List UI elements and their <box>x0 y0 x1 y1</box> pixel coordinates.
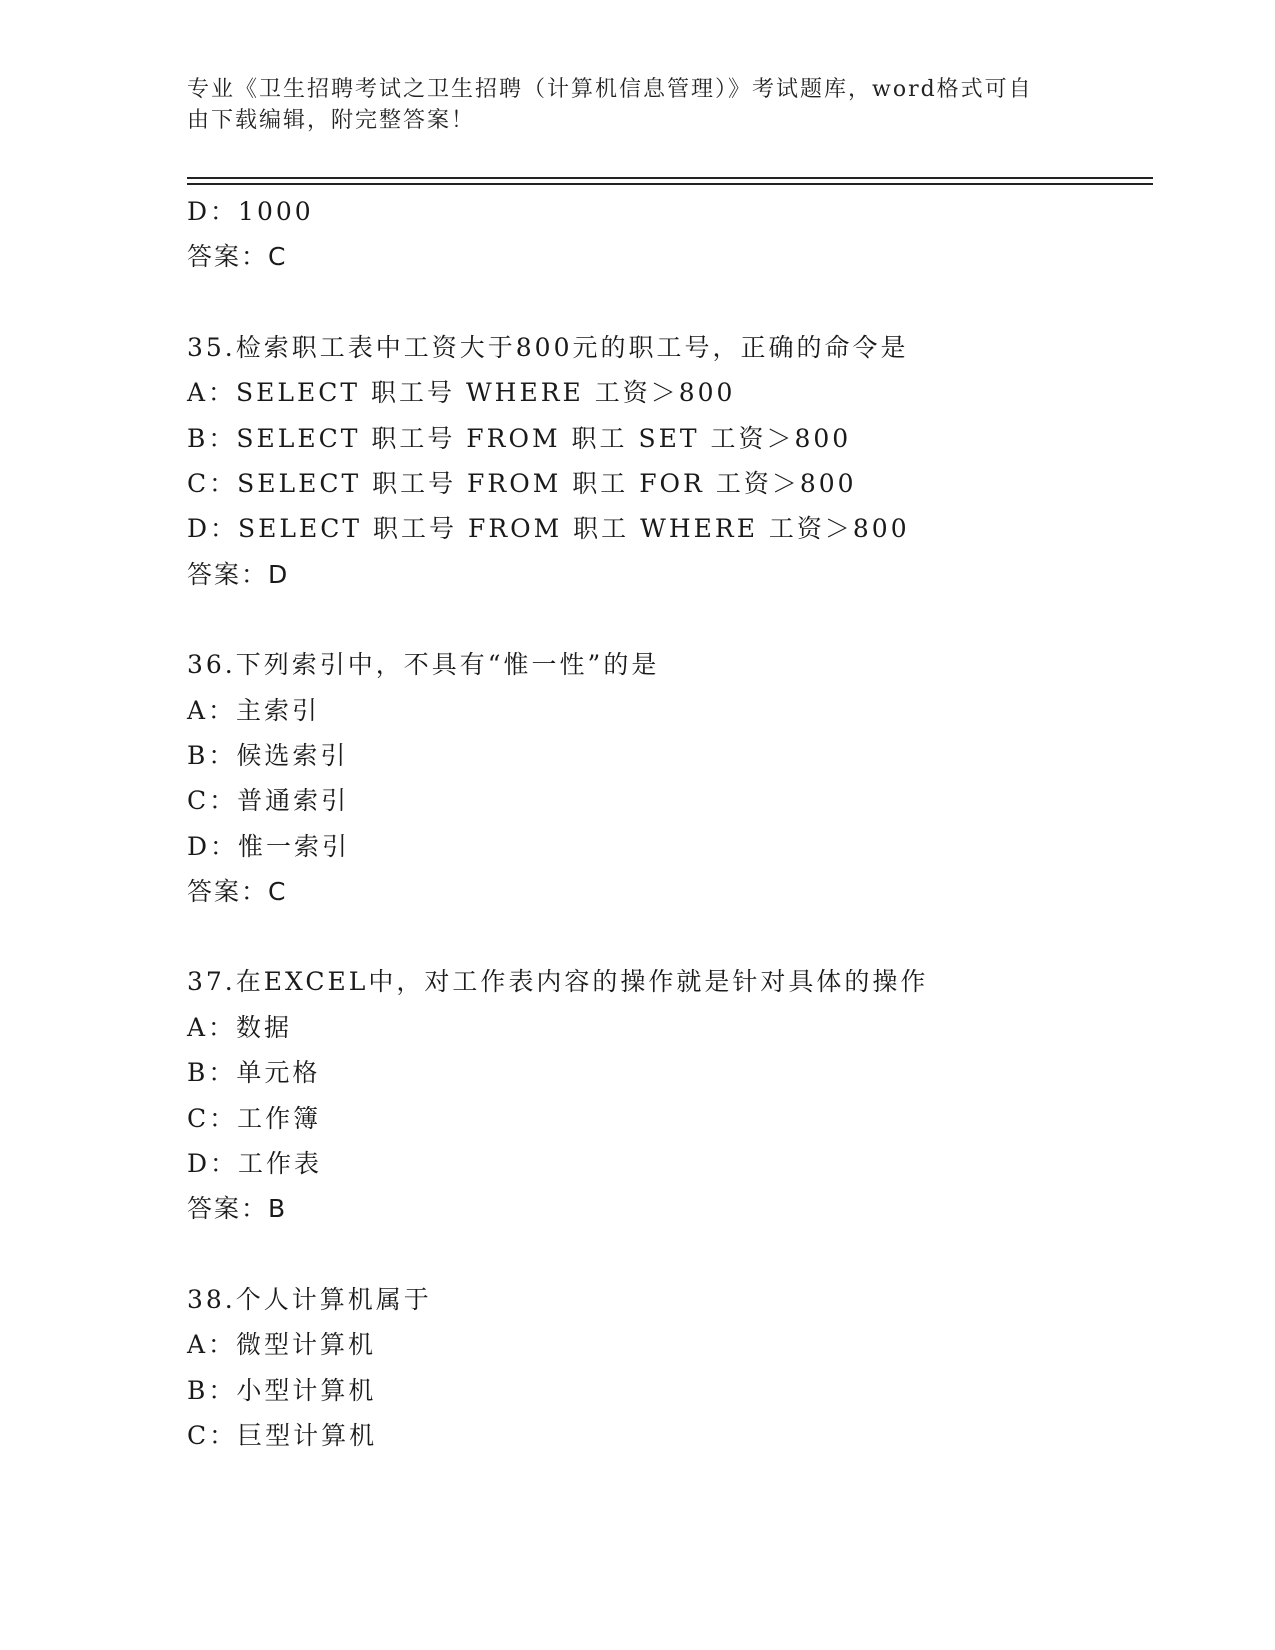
question-list <box>187 189 1147 1458</box>
question-block-34 <box>187 189 1147 280</box>
question-stem: 38.个人计算机属于 <box>187 1284 432 1314</box>
question-block-35 <box>187 325 1147 597</box>
answer-line: 答案：C <box>187 242 288 272</box>
option-a: A：微型计算机 <box>187 1330 377 1360</box>
question-block-36 <box>187 642 1147 914</box>
option-a: A：SELECT 职工号 WHERE 工资＞800 <box>187 378 736 408</box>
question-stem: 35.检索职工表中工资大于800元的职工号，正确的命令是 <box>187 332 909 362</box>
spacer <box>187 597 1147 642</box>
option-a: A：数据 <box>187 1012 293 1042</box>
option-c: C：SELECT 职工号 FROM 职工 FOR 工资＞800 <box>187 468 857 498</box>
option-c: C：普通索引 <box>187 786 350 816</box>
answer-line: 答案：B <box>187 1194 288 1224</box>
question-stem: 36.下列索引中，不具有“惟一性”的是 <box>187 650 660 680</box>
option-c: C：巨型计算机 <box>187 1420 378 1450</box>
header-divider-top <box>187 177 1153 179</box>
option-b: B：候选索引 <box>187 740 349 770</box>
answer-line: 答案：D <box>187 559 290 589</box>
option-b: B：小型计算机 <box>187 1375 377 1405</box>
question-stem: 37.在EXCEL中，对工作表内容的操作就是针对具体的操作 <box>187 967 929 997</box>
option-a: A：主索引 <box>187 695 321 725</box>
spacer <box>187 280 1147 325</box>
spacer <box>187 914 1147 959</box>
option-c: C：工作簿 <box>187 1103 322 1133</box>
question-block-38 <box>187 1277 1147 1459</box>
answer-line: 答案：C <box>187 877 288 907</box>
option-d: D：工作表 <box>187 1149 323 1179</box>
option-b: B：SELECT 职工号 FROM 职工 SET 工资＞800 <box>187 423 852 453</box>
header-line-1: 专业《卫生招聘考试之卫生招聘（计算机信息管理）》考试题库，word格式可自 <box>187 77 1033 102</box>
option-d: D：SELECT 职工号 FROM 职工 WHERE 工资＞800 <box>187 514 910 544</box>
option-d: D：1000 <box>187 197 314 226</box>
question-block-37 <box>187 959 1147 1231</box>
document-header <box>187 74 1067 136</box>
header-divider-bottom <box>187 183 1153 185</box>
spacer <box>187 1232 1147 1277</box>
header-line-2: 由下载编辑，附完整答案！ <box>187 108 476 133</box>
option-b: B：单元格 <box>187 1058 321 1088</box>
option-d: D：惟一索引 <box>187 831 351 861</box>
